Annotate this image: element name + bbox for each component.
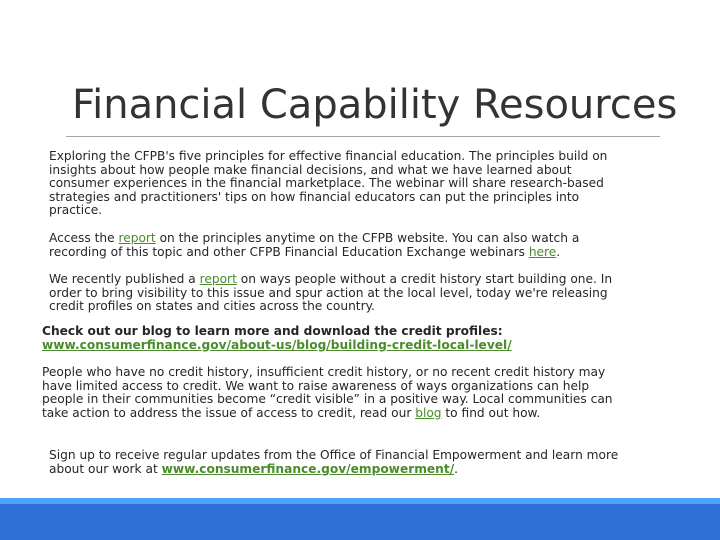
blog-link[interactable]: blog [415,405,442,420]
webinars-here-link[interactable]: here [528,244,557,259]
paragraph-sign-up [49,449,634,476]
slide-title: Financial Capability Resources [72,82,678,128]
paragraph-credit-history-report [49,273,634,314]
footer-accent-bar [0,498,720,540]
paragraph-credit-history-post: on ways people without a credit history start building one. In order to bring visibility to this issue and spur action at the local level, today we're releasing credit profiles on states and cities across the country. [49,272,613,314]
credit-report-link[interactable]: report [199,272,237,286]
blog-credit-profiles-text: Check out our blog to learn more and download the credit profiles: [42,324,503,338]
paragraph-report-access-mid: on the principles anytime on the CFPB website. You can also watch a recording of this topic and other CFPB Financial Education Exchange webinars [49,231,580,259]
empowerment-link[interactable]: www.consumerfinance.gov/empowerment/ [161,461,455,476]
paragraph-principles-text: Exploring the CFPB's five principles for effective financial education. The principles build on insights about how people make financial decisions, and what we have learned about consumer experiences in the financial marketplace. The webinar will share research-based strategies and practitioners' tips on how financial educators can put the principles into practice. [49,149,608,218]
paragraph-credit-visible-post: to find out how. [441,405,541,420]
paragraph-report-access [49,232,629,259]
paragraph-blog-credit-profiles [42,325,642,352]
title-divider [66,136,660,137]
paragraph-credit-visible-pre: People who have no credit history, insufficient credit history, or no recent credit history may have limited access to credit. We want to raise awareness of ways organizations can help people in their communities become “credit visible” in a positive way. Local communities can take action to address the issue of access to credit, read our [42,365,613,420]
paragraph-report-access-pre: Access the [49,231,119,245]
paragraph-principles [49,150,629,218]
report-link[interactable]: report [118,231,156,245]
paragraph-credit-history-pre: We recently published a [49,272,200,286]
paragraph-report-access-post: . [556,244,561,259]
paragraph-sign-up-post: . [454,461,459,476]
footer-accent-stripe [0,498,720,504]
paragraph-credit-visible [42,366,632,420]
paragraph-sign-up-pre: Sign up to receive regular updates from the Office of Financial Empowerment and learn more about our work at [49,448,619,476]
building-credit-blog-link[interactable]: www.consumerfinance.gov/about-us/blog/building-credit-local-level/ [42,337,512,352]
